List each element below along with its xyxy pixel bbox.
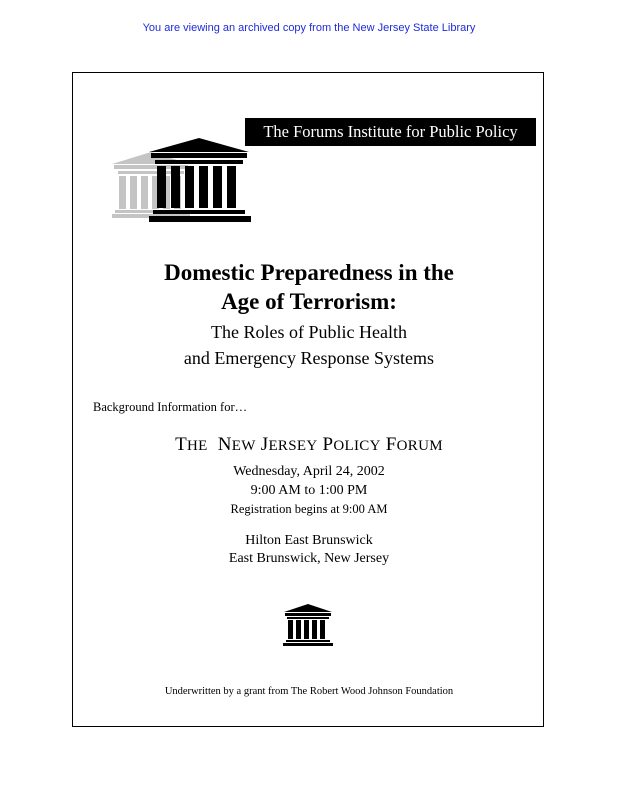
forum-word-forum-rest: ORUM [396, 438, 443, 454]
archive-notice: You are viewing an archived copy from the New Jersey State Library [142, 22, 476, 34]
temple-logo-icon [109, 134, 259, 226]
forum-word-policy-rest: OLICY [333, 438, 381, 454]
event-date: Wednesday, April 24, 2002 [233, 464, 385, 479]
temple-logo-icon [281, 603, 335, 647]
forum-word-new-initial: N [217, 434, 232, 455]
forum-word-the-rest: HE [187, 438, 208, 454]
forum-name [0, 434, 618, 456]
institute-banner: The Forums Institute for Public Policy [245, 118, 536, 146]
forum-word-policy-initial: P [322, 434, 334, 455]
forum-word-the-initial: T [175, 434, 188, 455]
title-line-2: Age of Terrorism: [221, 289, 397, 314]
background-label: Background Information for… [93, 400, 248, 414]
forum-word-forum-initial: F [385, 434, 397, 455]
event-time: 9:00 AM to 1:00 PM [250, 483, 368, 498]
title-line-1: Domestic Preparedness in the [164, 260, 454, 285]
subtitle-line-1: The Roles of Public Health [211, 322, 407, 342]
event-registration: Registration begins at 9:00 AM [230, 502, 388, 516]
underwritten-note: Underwritten by a grant from The Robert Wood Johnson Foundation [164, 686, 454, 697]
subtitle-line-2: and Emergency Response Systems [183, 348, 435, 368]
event-venue: Hilton East Brunswick [245, 533, 373, 548]
forum-word-jersey-initial: J [260, 434, 269, 455]
event-location: East Brunswick, New Jersey [228, 551, 390, 566]
forum-word-new-rest: EW [231, 438, 256, 454]
forum-word-jersey-rest: ERSEY [268, 438, 318, 454]
